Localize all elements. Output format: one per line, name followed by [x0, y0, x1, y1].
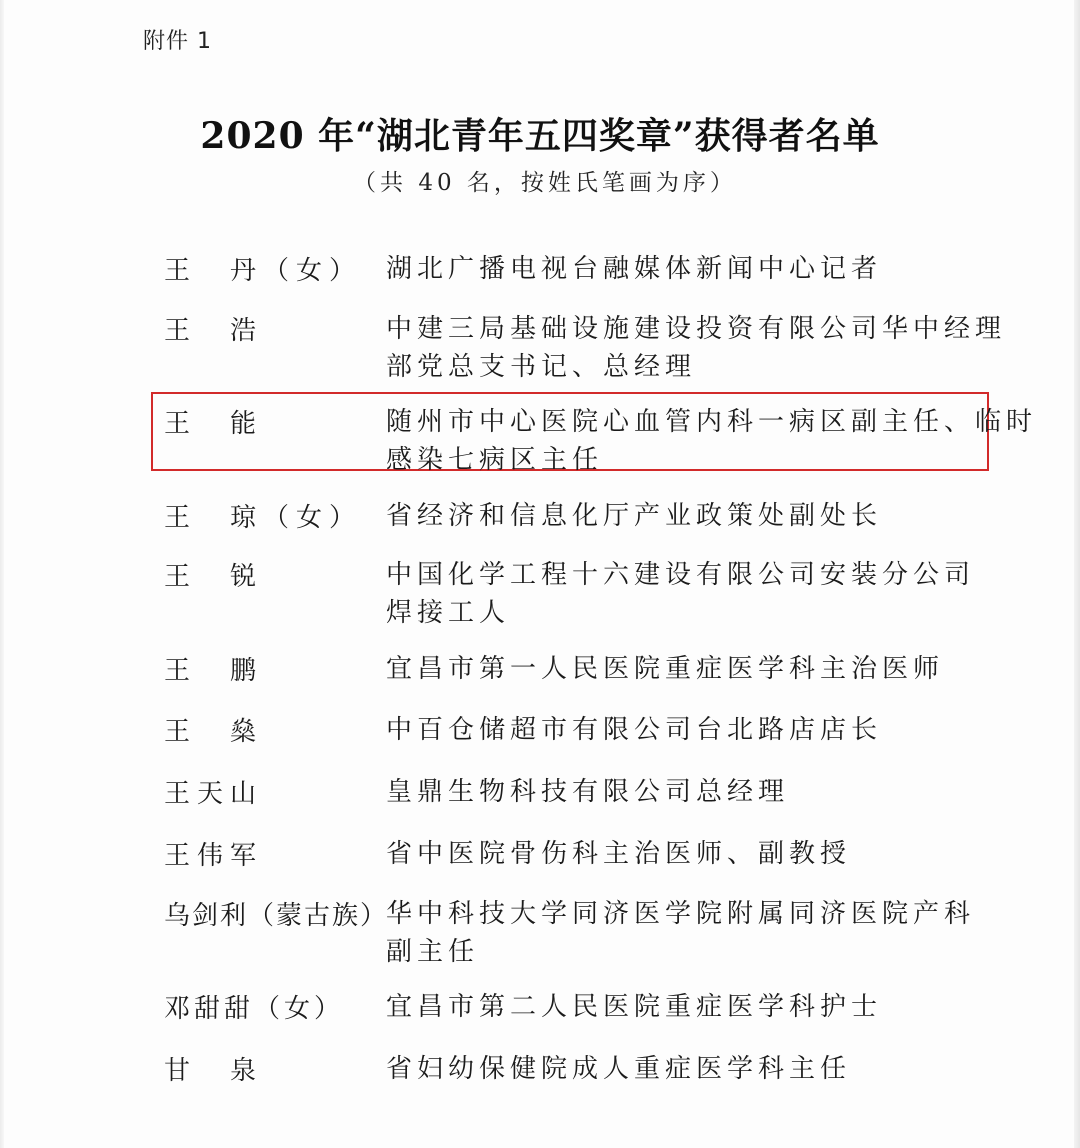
entry-unit-line: 副主任: [386, 937, 480, 967]
entry-unit-line: 焊接工人: [386, 598, 511, 628]
entry-name: 王 琼（女）: [164, 503, 363, 533]
entry-unit-line: 省妇幼保健院成人重症医学科主任: [386, 1054, 852, 1084]
entry-unit-line: 皇鼎生物科技有限公司总经理: [386, 777, 790, 807]
entry-unit-line: 随州市中心医院心血管内科一病区副主任、临时: [386, 407, 1038, 437]
entry-unit: [386, 988, 986, 1026]
entry-name: 王 锐: [164, 562, 264, 592]
document-subtitle: （共 40 名，按姓氏笔画为序）: [353, 170, 737, 196]
entry-unit: [386, 497, 986, 535]
entry-unit: [386, 250, 986, 288]
entry-unit-line: 湖北广播电视台融媒体新闻中心记者: [386, 254, 883, 284]
entry-unit: [386, 895, 986, 971]
entry-name: 乌剑利（蒙古族）: [164, 901, 389, 931]
entry-name: 邓甜甜（女）: [164, 994, 345, 1024]
entry-unit-line: 省中医院骨伤科主治医师、副教授: [386, 839, 852, 869]
entry-unit: [386, 1050, 986, 1088]
entry-unit-line: 宜昌市第二人民医院重症医学科护士: [386, 992, 883, 1022]
entry-unit-line: 中百仓储超市有限公司台北路店店长: [386, 715, 883, 745]
entry-name: 甘 泉: [164, 1056, 264, 1086]
entry-unit-line: 中国化学工程十六建设有限公司安装分公司: [386, 560, 976, 590]
entry-name: 王 浩: [164, 316, 264, 346]
entry-unit-line: 中建三局基础设施建设投资有限公司华中经理: [386, 314, 1007, 344]
entry-unit: [386, 773, 986, 811]
document-title: 2020 年“湖北青年五四奖章”获得者名单: [200, 115, 880, 157]
entry-unit: [386, 711, 986, 749]
entry-unit: [386, 556, 986, 632]
attachment-label: 附件 1: [143, 29, 212, 54]
entry-unit: [386, 650, 986, 688]
entry-unit-line: 感染七病区主任: [386, 445, 604, 475]
entry-unit-line: 省经济和信息化厅产业政策处副处长: [386, 501, 883, 531]
entry-unit: [386, 403, 1038, 479]
entry-name: 王天山: [164, 779, 264, 809]
entry-name: 王伟军: [164, 841, 264, 871]
entry-unit-line: 华中科技大学同济医学院附属同济医院产科: [386, 899, 976, 929]
entry-name: 王 鹏: [164, 656, 264, 686]
entry-name: 王 丹（女）: [164, 256, 363, 286]
entry-name: 王 能: [164, 409, 264, 439]
entry-unit: [386, 310, 1007, 386]
entry-unit: [386, 835, 986, 873]
entry-name: 王 燊: [164, 717, 264, 747]
entry-unit-line: 宜昌市第一人民医院重症医学科主治医师: [386, 654, 945, 684]
entry-unit-line: 部党总支书记、总经理: [386, 352, 697, 382]
